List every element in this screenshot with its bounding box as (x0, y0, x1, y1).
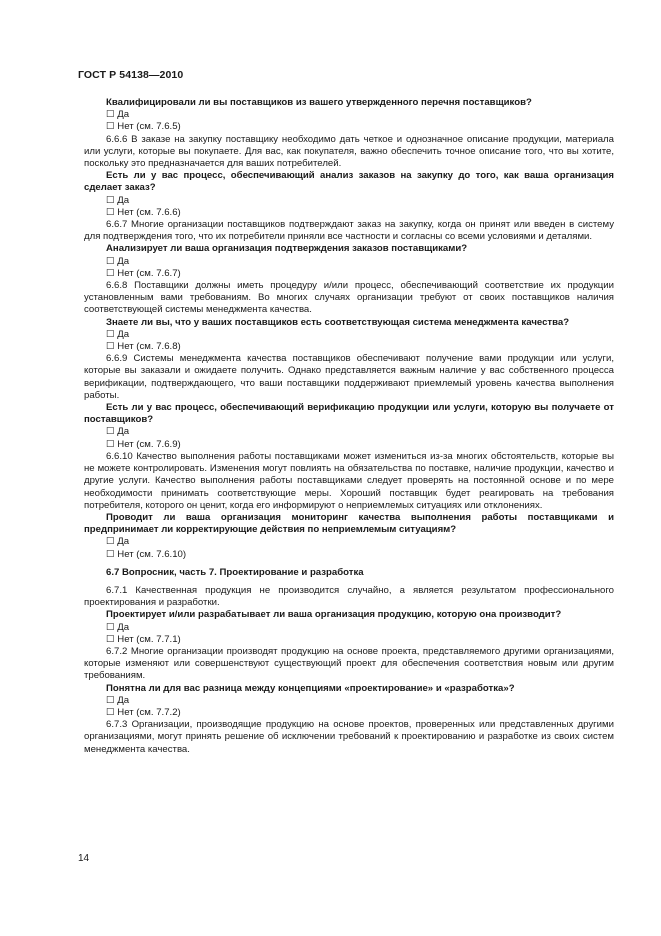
question: Квалифицировали ли вы поставщиков из вашего утвержденного перечня поставщиков? (106, 97, 532, 108)
answer-option: ☐ Нет (см. 7.6.8) (106, 341, 181, 353)
question: Анализирует ли ваша организация подтверждения заказов поставщиками? (106, 243, 468, 255)
answer-option: ☐ Да (106, 109, 130, 121)
answer-option: ☐ Нет (см. 7.7.1) (106, 633, 181, 645)
answer-option: ☐ Да (106, 255, 130, 267)
answer-option: ☐ Нет (см. 7.6.10) (106, 548, 187, 560)
paragraph: 6.7.1 Качественная продукция не производится случайно, а является результатом профессионального проектирования и разработки. (84, 584, 614, 609)
paragraph: 6.6.7 Многие организации поставщиков подтверждают заказ на закупку, когда он принят или введен в систему для подтверждения того, что их потребители приняли все частности и согласны со всеми условиями и деталями. (84, 219, 614, 243)
document-body (84, 97, 614, 756)
paragraph: 6.7.3 Организации, производящие продукцию на основе проектов, проверенных или представленных другими организациями, могут принять решение об исключении требований к проектированию и разработке из своих систем менеджмента качества. (84, 719, 614, 755)
paragraph: 6.6.10 Качество выполнения работы поставщиками может измениться из-за многих обстоятельств, которые вы не можете контролировать. Изменения могут повлиять на обязательства по поставке, наличие продукции, качество и другие услуги. Качество выполнения работы поставщиками следует проверять на постоянной основе и по мере необходимости принимать соответствующие меры. Хороший поставщик будет реагировать на требования потребителя, которого он ценит, когда его информируют о неприемлемых ситуациях или отклонениях. (84, 450, 614, 511)
answer-option: ☐ Да (106, 426, 130, 438)
section-heading: 6.7 Вопросник, часть 7. Проектирование и разработка (106, 566, 364, 578)
page-number: 14 (78, 853, 90, 864)
question: Проектирует и/или разрабатывает ли ваша организация продукцию, которую она производит? (106, 609, 562, 621)
answer-option: ☐ Да (106, 328, 130, 340)
answer-option: ☐ Да (106, 536, 130, 548)
question: Понятна ли для вас разница между концепциями «проектирование» и «разработка»? (106, 682, 515, 694)
answer-option: ☐ Нет (см. 7.6.7) (106, 267, 181, 279)
paragraph: 6.6.9 Системы менеджмента качества поставщиков обеспечивают получение вами продукции или услуги, которые вы заказали и ожидаете получить. Однако представляется важным наличие у вас собственного процесса верификации, подтверждающего, что ваши поставщики поддерживают приемлемый уровень качества выполнения работы. (84, 353, 614, 401)
answer-option: ☐ Да (106, 621, 130, 633)
paragraph: 6.7.2 Многие организации производят продукцию на основе проекта, представляемого другими организациями, которые изменяют или совершенствуют существующий проект для обеспечения соответствия новым или другим требованиям. (84, 645, 614, 682)
paragraph: 6.6.8 Поставщики должны иметь процедуру и/или процесс, обеспечивающий соответствие их продукции установленным вами требованиям. Во многих случаях организации требуют от своих поставщиков наличия соответствующей системы менеджмента качества. (84, 280, 614, 316)
question: Знаете ли вы, что у ваших поставщиков есть соответствующая система менеджмента качества? (106, 316, 570, 328)
answer-option: ☐ Да (106, 194, 130, 206)
answer-option: ☐ Нет (см. 7.6.6) (106, 206, 181, 218)
answer-option: ☐ Да (106, 694, 130, 706)
paragraph: 6.6.6 В заказе на закупку поставщику необходимо дать четкое и однозначное описание продукции, материала или услуги, которые вы покупаете. Для вас, как покупателя, важно обеспечить точное описание того, что вы хотите, поскольку это предназначается для ваших потребителей. (84, 133, 614, 170)
answer-option: ☐ Нет (см. 7.6.5) (106, 121, 181, 133)
document-header: ГОСТ Р 54138—2010 (78, 69, 184, 81)
question: Проводит ли ваша организация мониторинг качества выполнения работы поставщиками и предпринимает ли корректирующие действия по неприемлемым ситуациям? (84, 511, 614, 536)
question: Есть ли у вас процесс, обеспечивающий верификацию продукции или услуги, которую вы получаете от поставщиков? (84, 402, 614, 426)
answer-option: ☐ Нет (см. 7.7.2) (106, 706, 181, 718)
answer-option: ☐ Нет (см. 7.6.9) (106, 438, 181, 450)
question: Есть ли у вас процесс, обеспечивающий анализ заказов на закупку до того, как ваша организация сделает заказ? (84, 170, 614, 194)
